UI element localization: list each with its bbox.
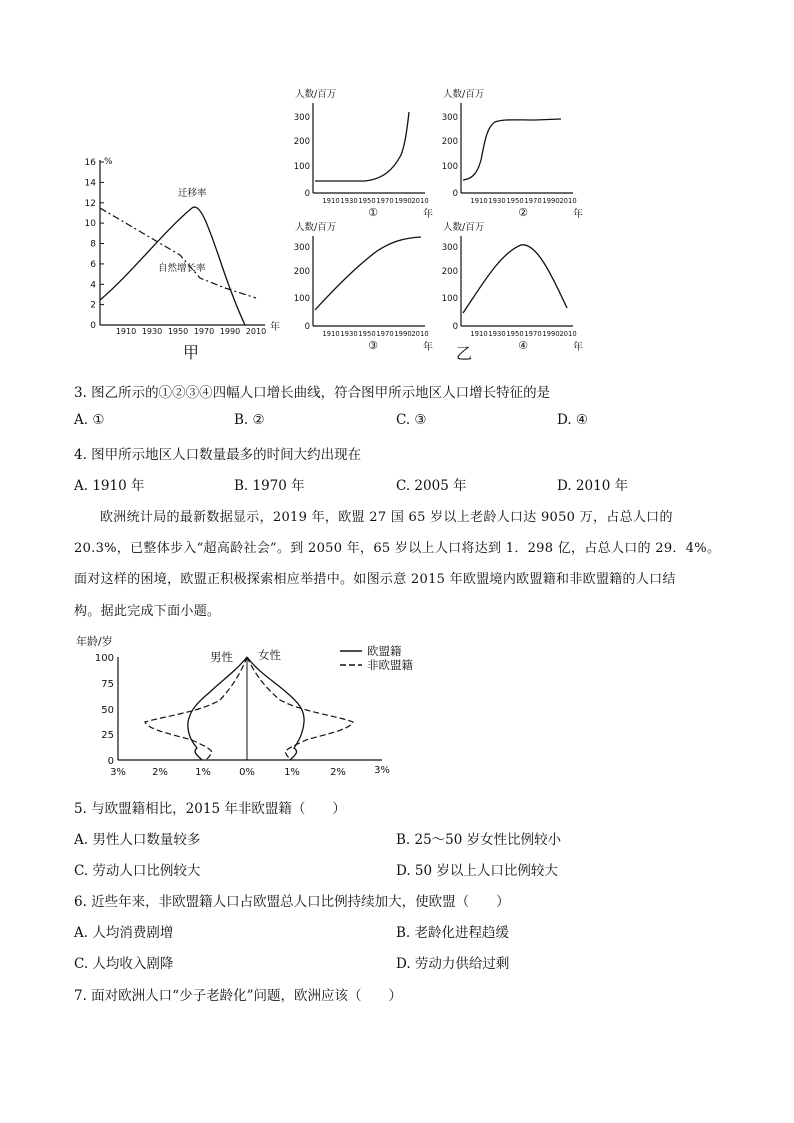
jia-ytick: 12 [84, 198, 96, 209]
pyramid-ytick: 0 [107, 756, 114, 767]
jia-xtick: 1950 [167, 327, 189, 336]
jia-ytick: 4 [90, 280, 96, 291]
panel-label: ② [518, 206, 528, 219]
yi-ytick: 0 [452, 189, 458, 199]
yi-ytick: 300 [441, 243, 458, 253]
yi-xtick: 1970 [376, 330, 394, 338]
q3-option-c[interactable]: C. ③ [396, 412, 427, 428]
jia-ytick: 16 [84, 158, 96, 168]
yi-ytick: 0 [304, 322, 310, 332]
jia-ytick: 2 [90, 300, 96, 311]
pyramid-ytick: 75 [101, 679, 114, 690]
yi-ylabel: 人数/百万 [443, 89, 485, 100]
jia-xtick: 1910 [115, 327, 137, 336]
pyramid-xtick: 1% [195, 767, 211, 778]
jia-x-unit: 年 [270, 322, 280, 333]
yi-ytick: 200 [441, 137, 458, 147]
jia-xtick: 1930 [141, 327, 163, 336]
jia-ytick: 6 [90, 259, 96, 270]
q5-option-b[interactable]: B. 25～50 岁女性比例较小 [396, 832, 562, 848]
yi-xtick: 2010 [411, 197, 429, 205]
jia-ytick: 14 [84, 178, 96, 189]
yi-ytick: 100 [441, 162, 458, 172]
pyramid-ylabel: 年龄/岁 [76, 635, 113, 648]
migration-label: 迁移率 [178, 188, 207, 199]
passage-line-4: 构。据此完成下面小题。 [74, 604, 221, 619]
curve-1 [315, 112, 409, 181]
q3-option-a[interactable]: A. ① [74, 412, 105, 428]
curve-2 [463, 119, 561, 180]
yi-xtick: 1950 [358, 330, 376, 338]
yi-ytick: 0 [304, 189, 310, 199]
pyramid-xtick: 3% [374, 765, 390, 776]
curve-3 [315, 237, 421, 310]
yi-ylabel: 人数/百万 [295, 89, 337, 100]
panel-label: ① [368, 206, 378, 219]
yi-xtick: 1990 [394, 330, 412, 338]
yi-ytick: 300 [441, 113, 458, 123]
q4-option-a[interactable]: A. 1910 年 [74, 478, 145, 494]
yi-xtick: 1990 [542, 330, 560, 338]
q6-option-d[interactable]: D. 劳动力供给过剩 [396, 956, 510, 972]
jia-unit: % [104, 157, 113, 167]
yi-ytick: 100 [441, 294, 458, 304]
male-label: 男性 [210, 650, 233, 664]
jia-xtick: 1970 [193, 327, 215, 336]
yi-ytick: 200 [293, 267, 310, 277]
yi-xtick: 1970 [524, 330, 542, 338]
panel-1 [285, 85, 445, 225]
yi-ytick: 200 [293, 137, 310, 147]
q5-option-c[interactable]: C. 劳动人口比例较大 [74, 863, 201, 879]
jia-ytick: 0 [90, 321, 96, 331]
legend-eu-label: 欧盟籍 [367, 644, 402, 658]
yi-xtick: 1990 [394, 197, 412, 205]
yi-xtick: 2010 [559, 197, 577, 205]
figure-jia [60, 150, 290, 360]
question-4-stem: 4. 图甲所示地区人口数量最多的时间大约出现在 [74, 447, 362, 463]
yi-xtick: 1950 [506, 330, 524, 338]
yi-ytick: 100 [293, 162, 310, 172]
q5-option-d[interactable]: D. 50 岁以上人口比例较大 [396, 863, 558, 879]
jia-x-ticks [116, 327, 266, 336]
yi-xtick: 1910 [470, 330, 488, 338]
question-6-stem: 6. 近些年来，非欧盟籍人口占欧盟总人口比例持续加大，使欧盟（ ） [74, 894, 510, 910]
pyramid-xtick: 2% [330, 767, 346, 778]
panel-3 [285, 218, 445, 358]
jia-ytick: 10 [84, 219, 96, 230]
yi-xtick: 2010 [411, 330, 429, 338]
eu-male-curve [188, 657, 247, 760]
yi-ytick: 100 [293, 294, 310, 304]
pyramid-ytick: 25 [101, 730, 114, 741]
caption-yi: 乙 [456, 344, 473, 363]
legend-non-eu-label: 非欧盟籍 [367, 658, 413, 672]
question-7-stem: 7. 面对欧洲人口“少子老龄化”问题，欧洲应该（ ） [74, 988, 402, 1004]
yi-ytick: 0 [452, 322, 458, 332]
yi-xtick: 1930 [340, 330, 358, 338]
q4-option-d[interactable]: D. 2010 年 [557, 478, 629, 494]
yi-ylabel: 人数/百万 [295, 222, 337, 233]
panel-2 [435, 85, 595, 225]
natural-growth-label: 自然增长率 [158, 263, 206, 274]
q4-option-c[interactable]: C. 2005 年 [396, 478, 467, 494]
yi-ytick: 300 [293, 243, 310, 253]
yi-ylabel: 人数/百万 [443, 222, 485, 233]
q3-option-b[interactable]: B. ② [234, 412, 265, 428]
panel-4 [435, 218, 595, 358]
yi-xtick: 1970 [376, 197, 394, 205]
q4-option-b[interactable]: B. 1970 年 [234, 478, 305, 494]
question-3-stem: 3. 图乙所示的①②③④四幅人口增长曲线，符合图甲所示地区人口增长特征的是 [74, 385, 551, 401]
passage-line-2: 20.3%，已整体步入“超高龄社会”。到 2050 年，65 岁以上人口将达到 1．298 亿，占总人口的 29．4%。 [74, 541, 721, 556]
yi-xtick: 1910 [322, 197, 340, 205]
yi-xtick: 1950 [506, 197, 524, 205]
yi-xtick: 1910 [322, 330, 340, 338]
yi-xtick: 1910 [470, 197, 488, 205]
jia-xtick: 1990 [219, 327, 241, 336]
yi-ytick: 300 [293, 113, 310, 123]
panel-label: ③ [368, 339, 378, 352]
yi-xtick: 1930 [340, 197, 358, 205]
yi-x-unit: 年 [573, 209, 583, 220]
jia-y-ticks [85, 158, 104, 331]
yi-xtick: 1970 [524, 197, 542, 205]
pyramid-ytick: 50 [101, 705, 114, 716]
female-label: 女性 [258, 648, 281, 662]
passage-line-3: 面对这样的困境，欧盟正积极探索相应举措中。如图示意 2015 年欧盟境内欧盟籍和非欧盟籍的人口结 [74, 572, 676, 587]
yi-x-unit: 年 [573, 342, 583, 353]
pyramid-xtick: 0% [239, 767, 255, 778]
pyramid-xtick: 3% [110, 767, 126, 778]
panel-label: ④ [518, 339, 528, 352]
yi-xtick: 1990 [542, 197, 560, 205]
yi-xtick: 1930 [488, 197, 506, 205]
yi-xtick: 2010 [559, 330, 577, 338]
yi-xtick: 1950 [358, 197, 376, 205]
yi-xtick: 1930 [488, 330, 506, 338]
caption-jia: 甲 [183, 343, 200, 362]
population-pyramid [70, 630, 430, 780]
curve-4 [463, 245, 567, 313]
q6-option-a[interactable]: A. 人均消费剧增 [74, 925, 174, 941]
q6-option-c[interactable]: C. 人均收入剧降 [74, 956, 174, 972]
pyramid-xtick: 2% [152, 767, 168, 778]
yi-x-unit: 年 [423, 342, 433, 353]
pyramid-xtick: 1% [284, 767, 300, 778]
pyramid-ytick: 100 [94, 653, 114, 664]
q3-option-d[interactable]: D. ④ [557, 412, 589, 428]
question-5-stem: 5. 与欧盟籍相比，2015 年非欧盟籍（ ） [74, 801, 346, 817]
jia-xtick: 2010 [245, 327, 267, 336]
q6-option-b[interactable]: B. 老龄化进程趋缓 [396, 925, 510, 941]
q5-option-a[interactable]: A. 男性人口数量较多 [74, 832, 201, 848]
passage-line-1: 欧洲统计局的最新数据显示，2019 年，欧盟 27 国 65 岁以上老龄人口达 9050 万，占总人口的 [100, 510, 673, 525]
jia-ytick: 8 [90, 239, 96, 250]
yi-ytick: 200 [441, 267, 458, 277]
yi-x-unit: 年 [423, 209, 433, 220]
